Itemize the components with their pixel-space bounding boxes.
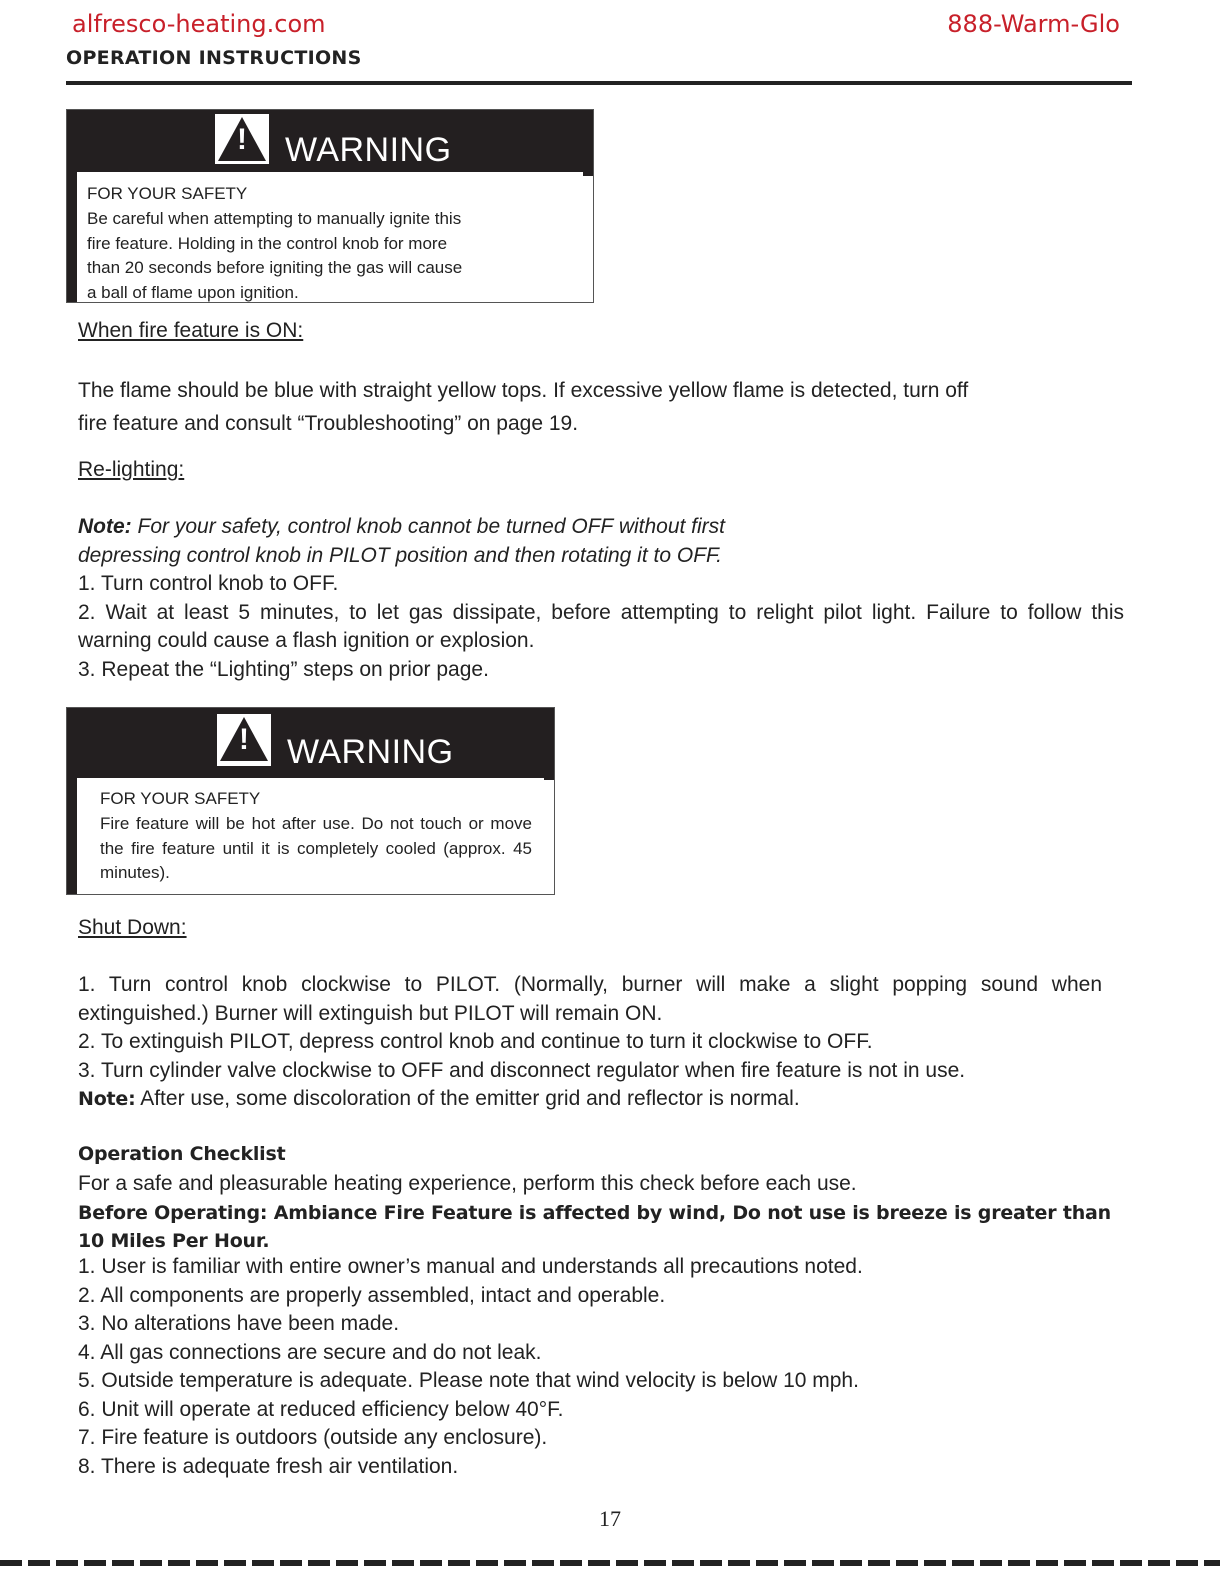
warning-line: Fire feature will be hot after use. Do not touch or move the fire feature until it is completely cooled (approx. 45 minutes). xyxy=(100,813,532,883)
checklist-items xyxy=(78,1253,1128,1481)
warning-box-ignition xyxy=(66,109,594,303)
warning-triangle-icon: ! xyxy=(215,114,269,164)
heading-operation-checklist: Operation Checklist xyxy=(78,1143,286,1165)
text-line: fire feature and consult “Troubleshooting” on page 19. xyxy=(78,412,579,435)
warning-border-right xyxy=(544,708,554,780)
warning-border-left xyxy=(67,708,77,894)
fire-on-text xyxy=(78,374,1128,440)
warning-line: a ball of flame upon ignition. xyxy=(87,283,299,303)
warning-heading: FOR YOUR SAFETY xyxy=(100,789,261,808)
phone-number: 888-Warm-Glo xyxy=(947,10,1120,38)
warning-title: WARNING xyxy=(287,733,454,771)
checklist-item: 3. No alterations have been made. xyxy=(78,1312,400,1335)
website-link[interactable]: alfresco-heating.com xyxy=(72,10,326,38)
heading-relighting: Re-lighting: xyxy=(78,458,185,481)
note-label: Note: xyxy=(78,515,132,538)
relight-step-2: 2. Wait at least 5 minutes, to let gas dissipate, before attempting to relight pilot light. Failure to follow this warning could cause a flash ignition or explosion. xyxy=(78,600,1124,652)
checklist-item: 5. Outside temperature is adequate. Please note that wind velocity is below 10 mph. xyxy=(78,1369,859,1392)
header-divider xyxy=(66,81,1132,85)
heading-shutdown: Shut Down: xyxy=(78,916,187,939)
note-text: depressing control knob in PILOT position and then rotating it to OFF. xyxy=(78,543,722,567)
warning-line: than 20 seconds before igniting the gas will cause xyxy=(87,258,463,278)
shutdown-step-2: 2. To extinguish PILOT, depress control knob and continue to turn it clockwise to OFF. xyxy=(78,1030,873,1053)
warning-box-hot-surface xyxy=(66,707,555,895)
relighting-section xyxy=(78,513,1124,684)
warning-border-right xyxy=(583,110,593,176)
shutdown-step-3: 3. Turn cylinder valve clockwise to OFF and disconnect regulator when fire feature is not in use. xyxy=(78,1058,966,1082)
before-operating-warning: Before Operating: Ambiance Fire Feature is affected by wind, Do not use is breeze is greater than 10 Miles Per Hour. xyxy=(78,1202,1111,1252)
warning-border-left xyxy=(67,110,77,302)
page-number: 17 xyxy=(599,1506,621,1531)
checklist-item: 8. There is adequate fresh air ventilation. xyxy=(78,1454,459,1478)
warning-line: Be careful when attempting to manually ignite this xyxy=(87,208,462,228)
shutdown-section xyxy=(78,971,1102,1114)
footer-dashed-rule xyxy=(0,1560,1220,1566)
warning-heading: FOR YOUR SAFETY xyxy=(87,184,248,203)
checklist-item: 1. User is familiar with entire owner’s manual and understands all precautions noted. xyxy=(78,1255,863,1278)
checklist-item: 4. All gas connections are secure and do not leak. xyxy=(78,1340,542,1364)
checklist-item: 6. Unit will operate at reduced efficiency below 40°F. xyxy=(78,1397,564,1421)
checklist-item: 7. Fire feature is outdoors (outside any enclosure). xyxy=(78,1426,548,1449)
shutdown-step-1: 1. Turn control knob clockwise to PILOT. (Normally, burner will make a slight popping sound when extinguished.) Burner will extinguish but PILOT will remain ON. xyxy=(78,973,1102,1025)
heading-fire-on: When fire feature is ON: xyxy=(78,319,304,342)
warning-text xyxy=(100,787,532,886)
warning-triangle-icon: ! xyxy=(217,714,271,766)
checklist-intro: For a safe and pleasurable heating experience, perform this check before each use. xyxy=(78,1172,857,1195)
section-title: OPERATION INSTRUCTIONS xyxy=(66,47,362,69)
text-line: The flame should be blue with straight yellow tops. If excessive yellow flame is detected, turn off xyxy=(78,379,969,402)
note-text: After use, some discoloration of the emitter grid and reflector is normal. xyxy=(140,1087,800,1110)
relight-step-3: 3. Repeat the “Lighting” steps on prior page. xyxy=(78,657,489,681)
note-text: For your safety, control knob cannot be turned OFF without first xyxy=(137,515,726,538)
note-label: Note: xyxy=(78,1088,136,1110)
warning-text xyxy=(87,182,583,306)
warning-line: fire feature. Holding in the control knob for more xyxy=(87,233,448,253)
warning-title: WARNING xyxy=(285,131,452,169)
relight-step-1: 1. Turn control knob to OFF. xyxy=(78,572,339,595)
checklist-item: 2. All components are properly assembled, intact and operable. xyxy=(78,1283,666,1307)
